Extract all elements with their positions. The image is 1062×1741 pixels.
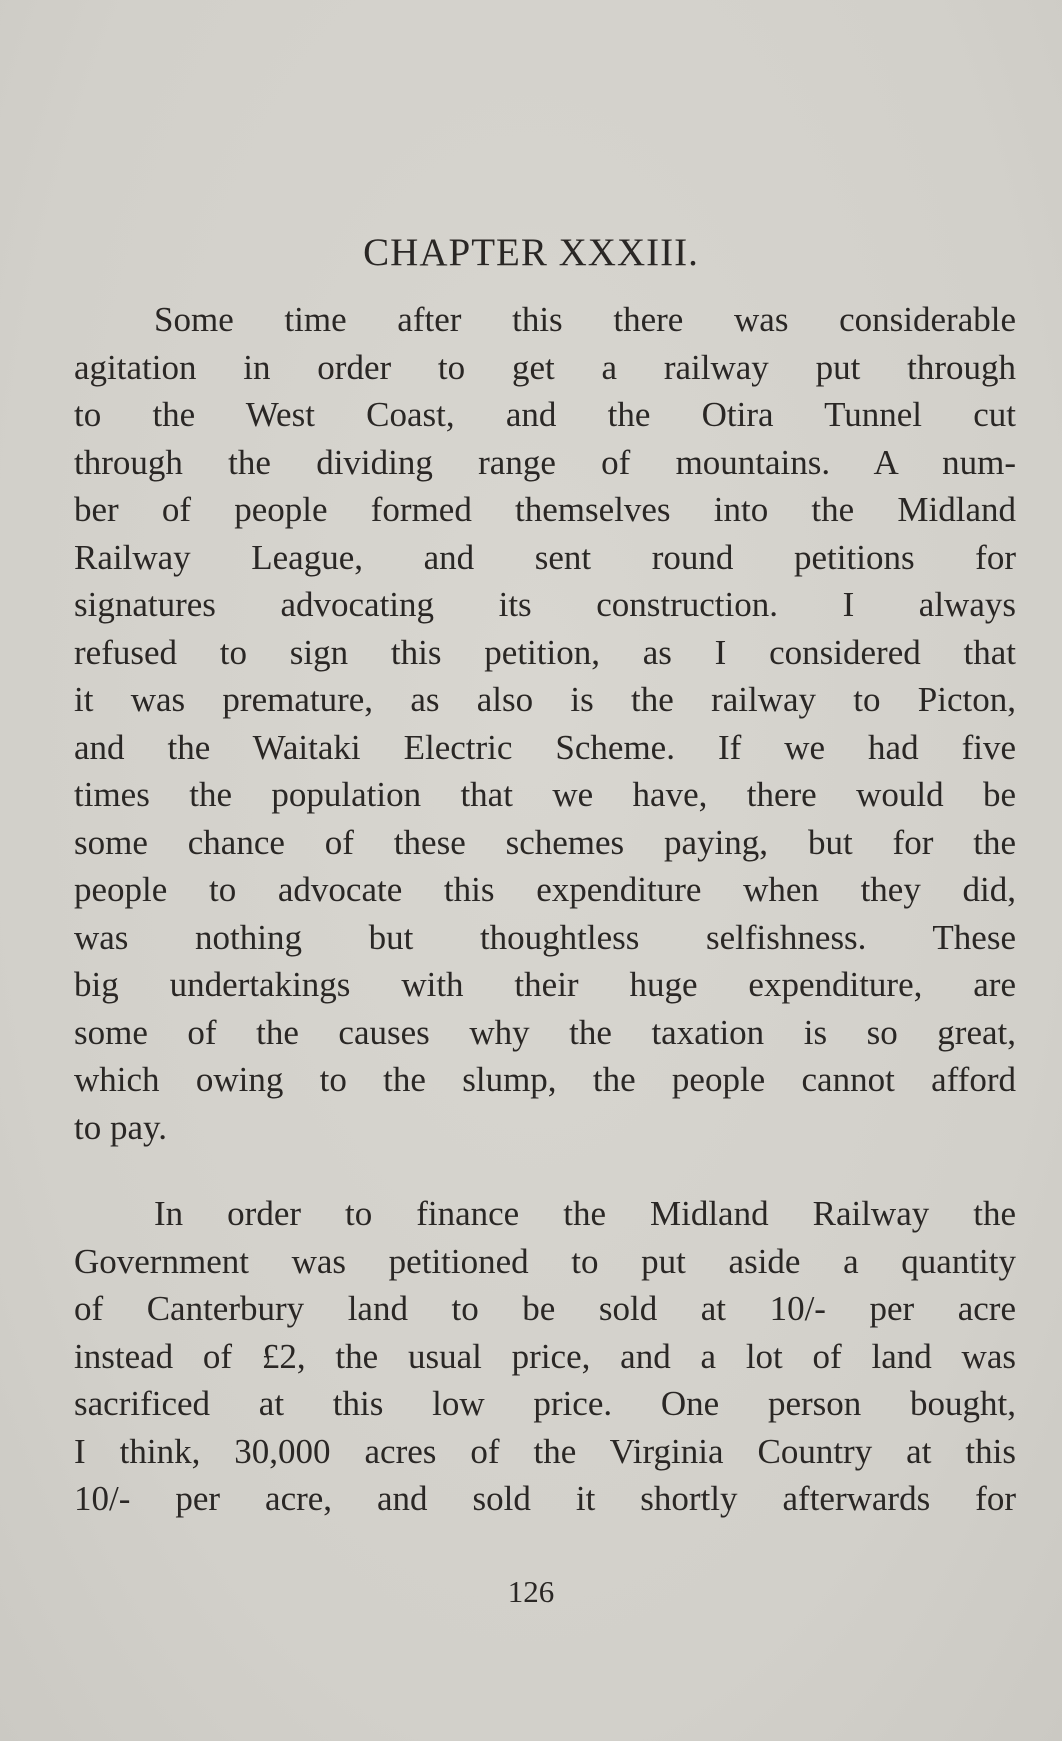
text-line: people to advocate this expenditure when they did, bbox=[74, 870, 1016, 909]
text-line: was nothing but thoughtless selfishness. These bbox=[74, 917, 1016, 957]
text-line: which owing to the slump, the people cannot afford bbox=[74, 1060, 1016, 1099]
text-line: some of the causes why the taxation is so great, bbox=[74, 1012, 1016, 1052]
text-line: to pay. bbox=[74, 1107, 167, 1147]
text-line: ber of people formed themselves into the Midland bbox=[74, 490, 1016, 529]
text-line: signatures advocating its construction. I always bbox=[74, 585, 1016, 624]
text-line: In order to finance the Midland Railway the bbox=[154, 1194, 1016, 1233]
text-line: times the population that we have, there would be bbox=[74, 775, 1016, 814]
page-number: 126 bbox=[507, 1574, 555, 1609]
text-line: agitation in order to get a railway put through bbox=[74, 347, 1016, 387]
text-line: instead of £2, the usual price, and a lot of land was bbox=[74, 1336, 1016, 1376]
text-line: of Canterbury land to be sold at 10/- per acre bbox=[74, 1289, 1016, 1328]
text-line: sacrificed at this low price. One person bought, bbox=[74, 1384, 1016, 1423]
text-line: big undertakings with their huge expenditure, are bbox=[74, 965, 1016, 1004]
text-line: and the Waitaki Electric Scheme. If we had five bbox=[74, 727, 1016, 767]
text-line: Some time after this there was considerable bbox=[154, 300, 1016, 339]
text-line: I think, 30,000 acres of the Virginia Country at this bbox=[74, 1431, 1016, 1471]
text-line: through the dividing range of mountains. A num- bbox=[74, 442, 1016, 482]
text-line: some chance of these schemes paying, but for the bbox=[74, 822, 1016, 862]
chapter-title: CHAPTER XXXIII. bbox=[363, 231, 699, 274]
paragraph-1 bbox=[74, 296, 1016, 1151]
text-line: to the West Coast, and the Otira Tunnel cut bbox=[74, 395, 1016, 434]
text-line: Government was petitioned to put aside a quantity bbox=[74, 1241, 1016, 1281]
text-line: it was premature, as also is the railway to Picton, bbox=[74, 680, 1016, 719]
text-line: Railway League, and sent round petitions for bbox=[74, 537, 1016, 577]
text-line: 10/- per acre, and sold it shortly afterwards for bbox=[74, 1479, 1016, 1518]
paragraph-2 bbox=[74, 1190, 1016, 1523]
text-line: refused to sign this petition, as I considered that bbox=[74, 632, 1016, 672]
